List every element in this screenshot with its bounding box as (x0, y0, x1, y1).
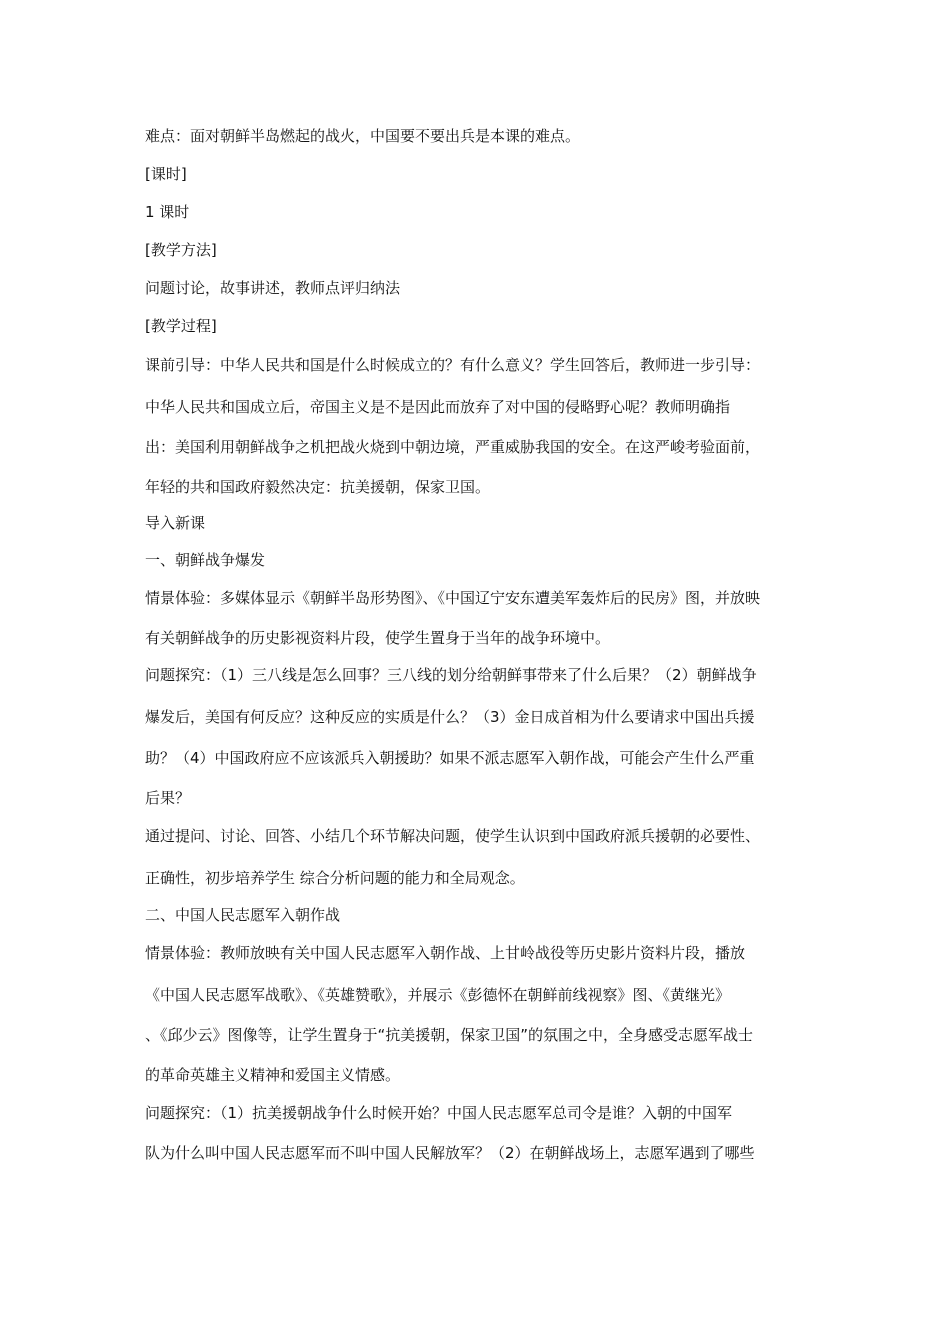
paragraph-line: 情景体验：教师放映有关中国人民志愿军入朝作战、上甘岭战役等历史影片资料片段，播放 (145, 944, 746, 962)
paragraph-line: 课前引导：中华人民共和国是什么时候成立的？有什么意义？学生回答后，教师进一步引导： (145, 356, 761, 374)
teaching-method-text: 问题讨论，故事讲述，教师点评归纳法 (145, 279, 401, 297)
paragraph-line: 出：美国利用朝鲜战争之机把战火烧到中朝边境，严重威胁我国的安全。在这严峻考验面前， (145, 438, 761, 456)
paragraph-line: 中华人民共和国成立后，帝国主义是不是因此而放弃了对中国的侵略野心呢？教师明确指 (145, 398, 731, 416)
paragraph-line: 、《邱少云》图像等，让学生置身于“抗美援朝，保家卫国”的氛围之中，全身感受志愿军战士 (145, 1026, 754, 1044)
paragraph-line: 通过提问、讨论、回答、小结几个环节解决问题，使学生认识到中国政府派兵援朝的必要性、 (145, 827, 761, 845)
class-hours-heading: [课时] (145, 165, 187, 183)
section-heading: 一、朝鲜战争爆发 (145, 551, 266, 569)
teaching-process-heading: [教学过程] (145, 317, 217, 335)
paragraph-line: 后果？ (145, 789, 191, 807)
paragraph-line: 情景体验：多媒体显示《朝鲜半岛形势图》、《中国辽宁安东遭美军轰炸后的民房》图，并放映 (145, 589, 761, 607)
paragraph-line: 问题探究：（1）三八线是怎么回事？三八线的划分给朝鲜事带来了什么后果？（2）朝鲜战争 (145, 666, 757, 684)
paragraph-line: 的革命英雄主义精神和爱国主义情感。 (145, 1066, 401, 1084)
class-hours-text: 1 课时 (145, 203, 190, 221)
paragraph-line: 年轻的共和国政府毅然决定：抗美援朝，保家卫国。 (145, 478, 491, 496)
paragraph-line: 问题探究：（1）抗美援朝战争什么时候开始？中国人民志愿军总司令是谁？入朝的中国军 (145, 1104, 733, 1122)
teaching-method-heading: [教学方法] (145, 241, 217, 259)
paragraph-line: 有关朝鲜战争的历史影视资料片段，使学生置身于当年的战争环境中。 (145, 629, 611, 647)
paragraph-line: 爆发后，美国有何反应？这种反应的实质是什么？（3）金日成首相为什么要请求中国出兵援 (145, 708, 755, 726)
paragraph-line: 助？（4）中国政府应不应该派兵入朝援助？如果不派志愿军入朝作战，可能会产生什么严重 (145, 749, 755, 767)
section-heading: 导入新课 (145, 514, 206, 532)
section-heading: 二、中国人民志愿军入朝作战 (145, 906, 341, 924)
difficulty-text: 难点：面对朝鲜半岛燃起的战火，中国要不要出兵是本课的难点。 (145, 127, 581, 145)
paragraph-line: 《中国人民志愿军战歌》、《英雄赞歌》，并展示《彭德怀在朝鲜前线视察》图、《黄继光》 (145, 986, 731, 1004)
paragraph-line: 正确性，初步培养学生 综合分析问题的能力和全局观念。 (145, 869, 525, 887)
paragraph-line: 队为什么叫中国人民志愿军而不叫中国人民解放军？（2）在朝鲜战场上，志愿军遇到了哪些 (145, 1144, 755, 1162)
